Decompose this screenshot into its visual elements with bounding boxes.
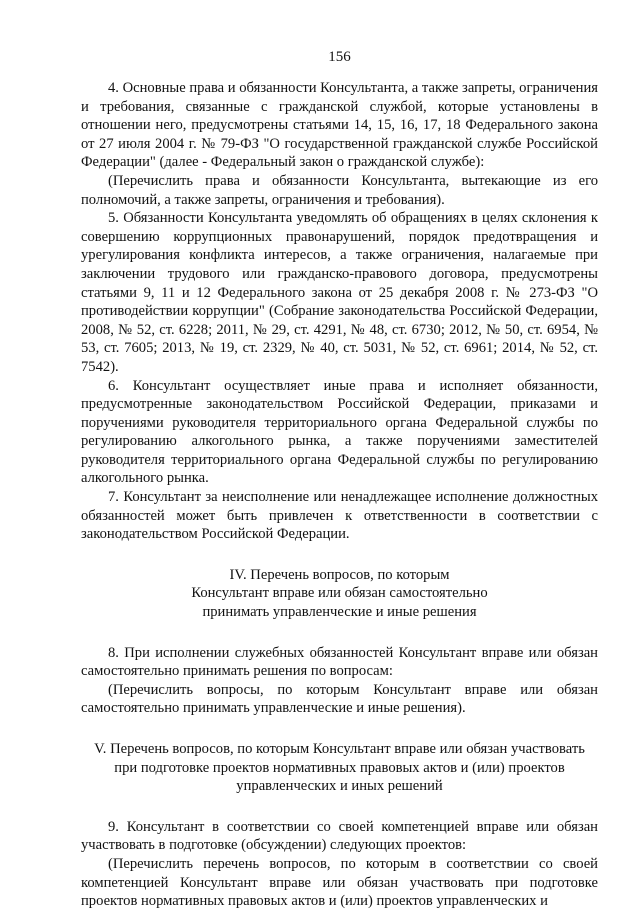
page-number: 156: [328, 49, 351, 65]
section-5-heading-line: управленческих и иных решений: [236, 778, 443, 795]
paragraph-4: 4. Основные права и обязанности Консультанта, а также запреты, ограничения и требования, связанные с гражданской службой, которые установлены в отношении него, предусмотрены статьями 14, 15, 16, 17, 18 Федерального закона от 27 июля 2004 г. № 79-ФЗ "О государственной гражданской службе Российской Федерации" (далее - Федеральный закон о гражданской службе):: [81, 80, 598, 171]
top-paragraphs: [81, 79, 598, 544]
section-4-heading-line: IV. Перечень вопросов, по которым: [229, 566, 450, 583]
paragraph-8: 8. При исполнении служебных обязанностей Консультант вправе или обязан самостоятельно принимать решения по вопросам:: [81, 644, 598, 680]
paragraph-9-note: (Перечислить перечень вопросов, по которым в соответствии со своей компетенцией Консультант вправе или обязан участвовать при подготовке проектов нормативных правовых актов и (или) проектов управленческих и: [81, 855, 598, 910]
section-5-heading-line: V. Перечень вопросов, по которым Консультант вправе или обязан участвовать: [94, 741, 585, 757]
section-5-heading: [81, 740, 598, 796]
section-4-heading-line: принимать управленческие и иные решения: [202, 604, 477, 621]
section-4-heading-line: Консультант вправе или обязан самостоятельно: [191, 585, 488, 602]
paragraph-5: 5. Обязанности Консультанта уведомлять об обращениях в целях склонения к совершению коррупционных правонарушений, порядок предотвращения и урегулирования конфликта интересов, а также ограничения, налагаемые при заключении трудового или гражданско-правового договора, предусмотрены статьями 9, 11 и 12 Федерального закона от 25 декабря 2008 г. № 273-ФЗ "О противодействии коррупции" (Собрание законодательства Российской Федерации, 2008, № 52, ст. 6228; 2011, № 29, ст. 4291, № 48, ст. 6730; 2012, № 50, ст. 6954, № 53, ст. 7605; 2013, № 19, ст. 2329, № 40, ст. 5031, № 52, ст. 6961; 2014, № 52, ст. 7542).: [81, 210, 598, 375]
paragraph-4-note: (Перечислить права и обязанности Консультанта, вытекающие из его полномочий, а также запреты, ограничения и требования).: [81, 172, 598, 208]
section-4: [81, 566, 598, 718]
section-5: [81, 740, 598, 911]
paragraph-6: 6. Консультант осуществляет иные права и исполняет обязанности, предусмотренные законодательством Российской Федерации, приказами и поручениями руководителя территориального органа Федеральной службы по регулированию алкогольного рынка, а также поручениями заместителей руководителя территориального органа Федеральной службы по регулированию алкогольного рынка.: [81, 377, 598, 487]
section-5-heading-line: при подготовке проектов нормативных правовых актов и (или) проектов: [114, 759, 565, 776]
section-4-heading: [81, 566, 598, 622]
paragraph-8-note: (Перечислить вопросы, по которым Консультант вправе или обязан самостоятельно принимать управленческие и иные решения).: [81, 681, 598, 717]
paragraph-9: 9. Консультант в соответствии со своей компетенцией вправе или обязан участвовать в подготовке (обсуждении) следующих проектов:: [81, 818, 598, 854]
paragraph-7: 7. Консультант за неисполнение или ненадлежащее исполнение должностных обязанностей может быть привлечен к ответственности в соответствии с законодательством Российской Федерации.: [81, 489, 598, 543]
